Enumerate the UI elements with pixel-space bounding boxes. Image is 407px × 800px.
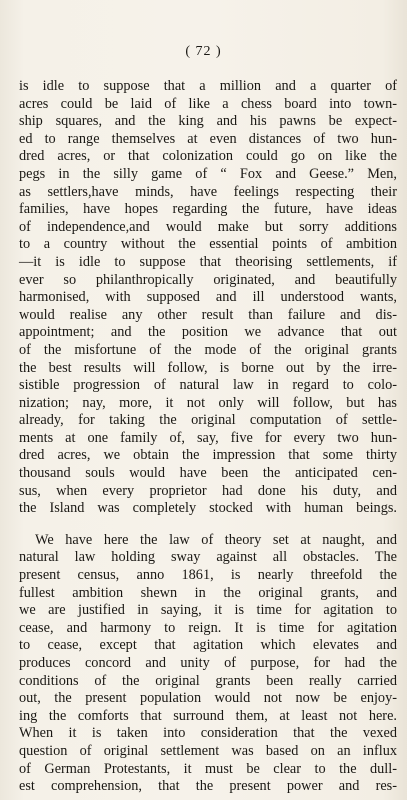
- paragraph-gap: [19, 518, 397, 532]
- text-line: of German Protestants, it must be clear to the dull-: [19, 760, 397, 777]
- text-line: the Island was completely stocked with human beings.: [19, 500, 397, 517]
- text-line: of independence,and would make but sorry additions: [19, 218, 397, 235]
- paragraph-2: [19, 532, 397, 796]
- text-line: nization; nay, more, it not only will follow, but has: [19, 394, 397, 411]
- text-line: ing the comforts that surround them, at least not here.: [19, 707, 397, 724]
- text-line: of the misfortune of the mode of the original grants: [19, 341, 397, 358]
- text-line: out, the present population would not now be enjoy-: [19, 690, 397, 707]
- text-line: We have here the law of theory set at naught, and: [35, 531, 397, 548]
- text-line: ed to range themselves at even distances of two hun-: [19, 130, 397, 147]
- text-line: already, for taking the original computation of settle-: [19, 412, 397, 429]
- text-line: produces concord and unity of purpose, for had the: [19, 655, 397, 671]
- text-line: —it is idle to suppose that theorising settlements, if: [19, 253, 397, 270]
- text-line: sistible progression of natural law in regard to colo-: [19, 377, 397, 394]
- text-line: would realise any other result than failure and dis-: [19, 306, 397, 323]
- text-line: natural law holding sway against all obstacles. The: [19, 549, 397, 566]
- text-line: present census, anno 1861, is nearly threefold the: [19, 567, 397, 584]
- text-line: ever so philanthropically originated, and beautifully: [19, 271, 397, 288]
- text-line: to cease, except that agitation which elevates and: [19, 637, 397, 654]
- text-line: harmonised, with supposed and ill understood wants,: [19, 289, 397, 306]
- text-line: dred acres, or that colonization could go on like the: [19, 148, 397, 165]
- text-line: question of original settlement was based on an influx: [19, 742, 397, 759]
- text-line: est comprehension, that the present power and res-: [19, 778, 397, 795]
- text-line: dred acres, we obtain the impression that some thirty: [19, 447, 397, 464]
- text-line: thousand souls would have been the anticipated cen-: [19, 465, 397, 482]
- body-text: [19, 78, 397, 796]
- page-number: ( 72 ): [185, 44, 222, 59]
- text-line: ments at one family of, say, five for every two hun-: [19, 429, 397, 446]
- text-line: sus, when every proprietor had done his duty, and: [19, 482, 397, 499]
- text-line: fullest ambition shewn in the original grants, and: [19, 584, 397, 601]
- text-line: acres could be laid of like a chess board into town-: [19, 95, 397, 112]
- text-line: the best results will follow, is borne out by the irre-: [19, 359, 397, 376]
- text-line: ship squares, and the king and his pawns be expect-: [19, 113, 397, 130]
- text-line: is idle to suppose that a million and a quarter of: [19, 78, 397, 94]
- text-line: families, have hopes regarding the future, have ideas: [19, 201, 397, 218]
- text-line: appointment; and the position we advance that out: [19, 324, 397, 341]
- text-line: conditions of the original grants been really carried: [19, 672, 397, 689]
- paragraph-1: [19, 78, 397, 518]
- text-line: cease, and harmony to reign. It is time for agitation: [19, 619, 397, 636]
- text-line: as settlers,have minds, have feelings respecting their: [19, 183, 397, 200]
- text-line: When it is taken into consideration that the vexed: [19, 725, 397, 742]
- text-line: to a country without the essential points of ambition: [19, 236, 397, 253]
- text-line: pegs in the silly game of “ Fox and Geese.” Men,: [19, 165, 397, 182]
- text-line: we are justified in saying, it is time for agitation to: [19, 602, 397, 619]
